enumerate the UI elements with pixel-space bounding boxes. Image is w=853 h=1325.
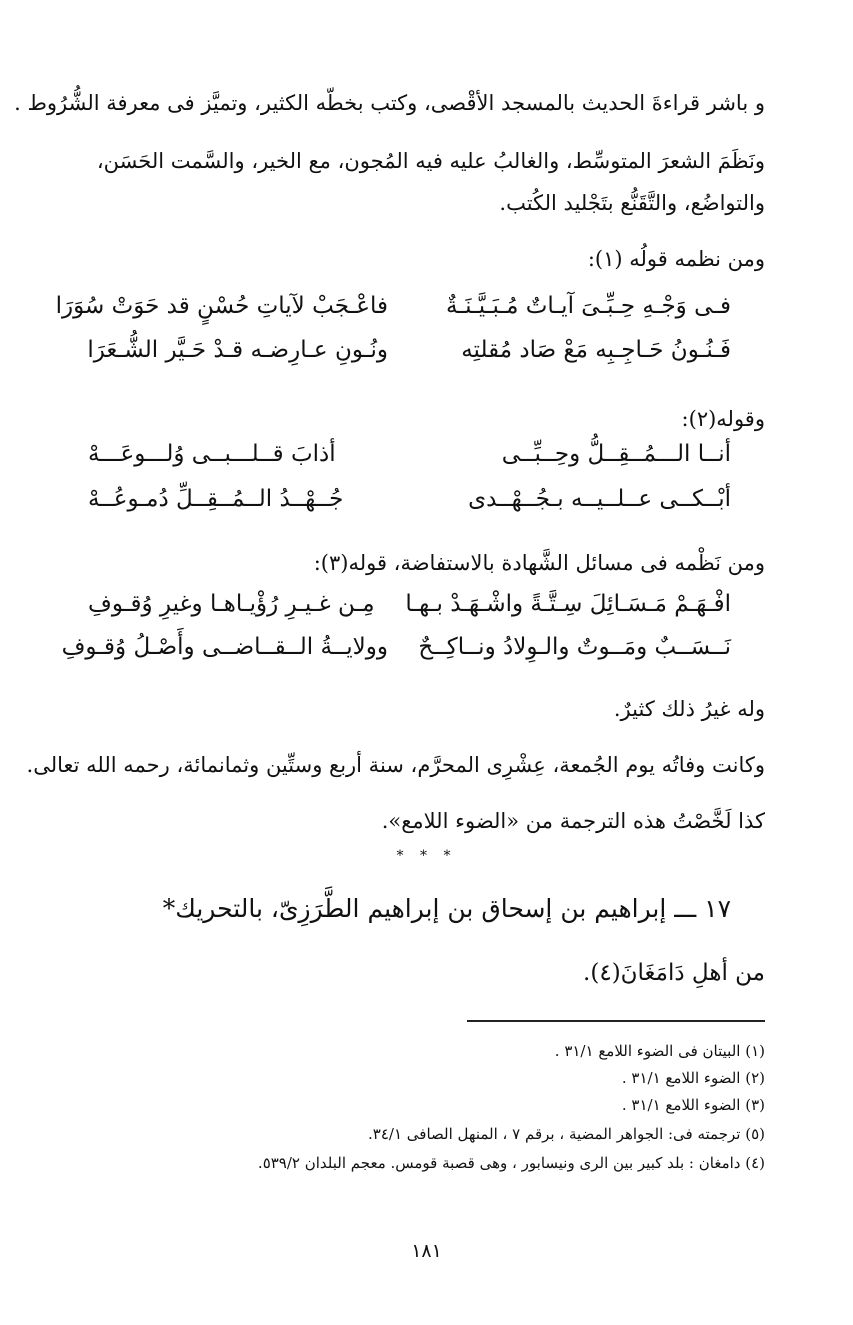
footnote-divider [467, 1020, 765, 1022]
poem3-verse2-second-hemistich: وولايــةُ الــقــاضــى وأَصْـلُ وُقـوفِ [61, 634, 388, 660]
footnote-2: (٢) الضوء اللامع ٣١/١ . [621, 1069, 765, 1087]
paragraph-death: وكانت وفاتُه يوم الجُمعة، عِشْرِى المحرَّم، سنة أربع وستِّين وثمانمائة، رحمه الله تعالى. [26, 753, 765, 777]
poem3-verse1-second-hemistich: مِـن غـيـرِ رُؤْيـاهـا وغيرِ وُقـوفِ [88, 591, 375, 617]
poem2-verse2-first-hemistich: أبْــكــى عــلــيــه بـجُــهْــدى [468, 486, 731, 512]
section-separator-stars: * * * [396, 848, 457, 864]
poem1-verse2-first-hemistich: فَـنُـونُ حَـاجِـبِه مَعْ صَاد مُقلتِه [461, 337, 731, 363]
paragraph-study: و باشر قراءةَ الحديث بالمسجد الأقْصى، وكتب بخطّه الكثير، وتميَّز فى معرفة الشُّرُوط . [14, 91, 765, 115]
entry-heading: ١٧ ـــ إبراهيم بن إسحاق بن إبراهيم الطَّرَزِىّ، بالتحريك* [162, 894, 731, 923]
poem-intro-3: ومن نَظْمه فى مسائل الشَّهادة بالاستفاضة، قوله(٣): [313, 551, 765, 575]
paragraph-poetry-line-2: والتواضُع، والتَّقَنُّع بتَجْليد الكُتب. [499, 191, 765, 215]
poem2-verse2-second-hemistich: جُــهْــدُ الــمُــقِــلِّ دُمـوعُــهْ [88, 486, 344, 512]
poem2-verse1-first-hemistich: أنــا الـــمُــقِــلُّ وحِــبِّــى [501, 441, 731, 467]
paragraph-more-poetry: وله غيرُ ذلك كثيرٌ. [613, 697, 765, 721]
poem1-verse1-first-hemistich: فـى وَجْـهِ حِـبِّـىَ آيـاتٌ مُـبَـيَّـنَـةٌ [446, 293, 731, 319]
poem-intro-2: وقوله(٢): [681, 407, 765, 431]
poem-intro-1: ومن نظمه قولُه (١): [587, 247, 765, 271]
poem3-verse1-first-hemistich: افْـهَـمْ مَـسَـائِلَ سِـتَّـةً واشْـهَـدْ بـهـا [405, 591, 731, 617]
paragraph-poetry-line-1: ونَظَمَ الشعرَ المتوسِّط، والغالبُ عليه فيه المُجون، مع الخير، والسَّمت الحَسَن، [96, 149, 765, 173]
footnote-3: (٣) الضوء اللامع ٣١/١ . [621, 1096, 765, 1114]
page-number: ١٨١ [411, 1240, 442, 1262]
poem2-verse1-second-hemistich: أذابَ قــلـــبــى وُلـــوعَـــهْ [88, 441, 336, 467]
paragraph-source: كذا لَخَّصْتُ هذه الترجمة من «الضوء اللامع». [381, 809, 765, 833]
poem1-verse2-second-hemistich: ونُـونِ عـارِضـه قـدْ حَـيَّر الشُّـعَرَا [87, 337, 388, 363]
footnote-1: (١) البيتان فى الضوء اللامع ٣١/١ . [554, 1042, 765, 1060]
entry-origin: من أهلِ دَامَغَانَ(٤). [583, 960, 765, 986]
poem3-verse2-first-hemistich: نَــسَــبٌ ومَــوتٌ والـوِلادُ ونــاكِــحٌ [418, 634, 731, 660]
footnote-4: (٤) دامغان : بلد كبير بين الرى ونيسابور ، وهى قصبة قومس. معجم البلدان ٥٣٩/٢. [257, 1154, 765, 1172]
footnote-5: (٥) ترجمته فى: الجواهر المضية ، برقم ٧ ، المنهل الصافى ٣٤/١. [368, 1125, 765, 1143]
poem1-verse1-second-hemistich: فاعْـجَبْ لآياتِ حُسْنٍ قد حَوَتْ سُوَرَا [55, 293, 388, 319]
